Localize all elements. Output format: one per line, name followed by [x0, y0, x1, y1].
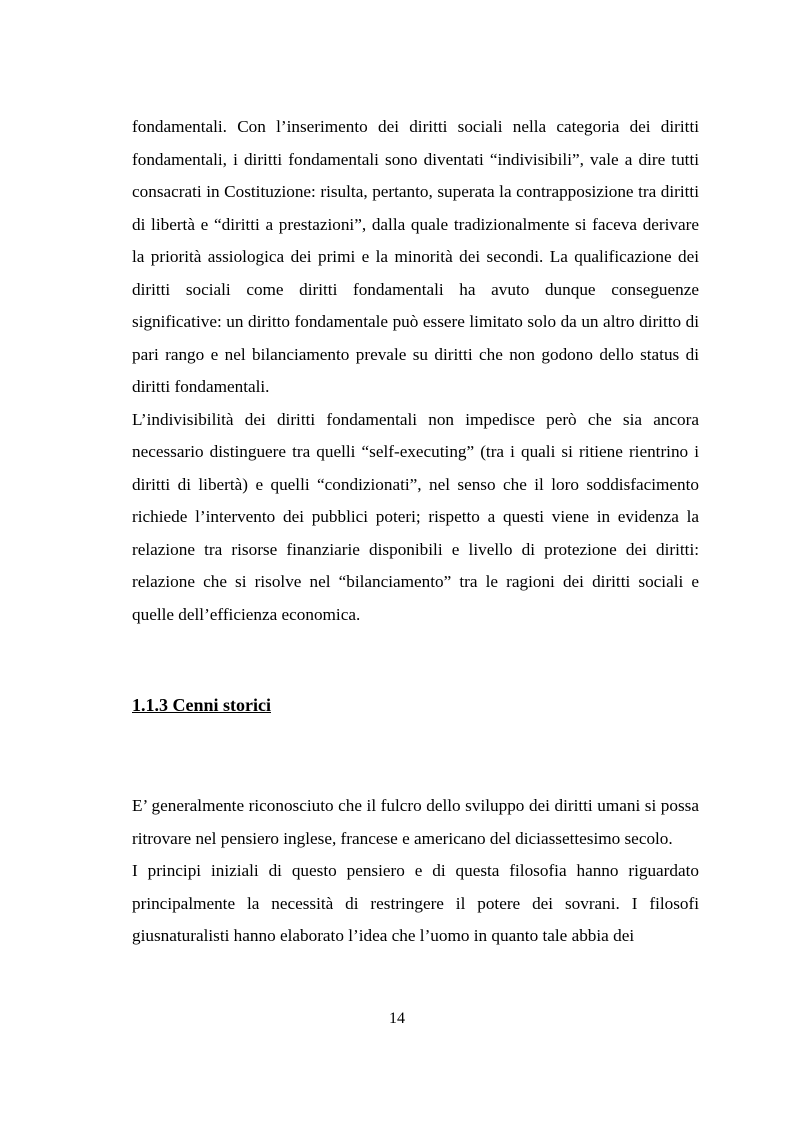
paragraph: I principi iniziali di questo pensiero e di questa filosofia hanno riguardato principalmente la necessità di restringere il potere dei sovrani. I filosofi giusnaturalisti hanno elaborato l’idea che l’uomo in quanto tale abbia dei: [132, 861, 699, 945]
page-number: 14: [389, 1010, 405, 1027]
paragraph: E’ generalmente riconosciuto che il fulcro dello sviluppo dei diritti umani si possa ritrovare nel pensiero inglese, francese e americano del diciassettesimo secolo.: [132, 796, 699, 848]
paragraph: fondamentali. Con l’inserimento dei diritti sociali nella categoria dei diritti fondamentali, i diritti fondamentali sono diventati “indivisibili”, vale a dire tutti consacrati in Costituzione: risulta, pertanto, superata la contrapposizione tra diritti di libertà e “diritti a prestazioni”, dalla quale tradizionalmente si faceva derivare la priorità assiologica dei primi e la minorità dei secondi. La qualificazione dei diritti sociali come diritti fondamentali ha avuto dunque conseguenze significative: un diritto fondamentale può essere limitato solo da un altro diritto di pari rango e nel bilanciamento prevale su diritti che non godono dello status di diritti fondamentali.: [132, 117, 699, 396]
section-heading: 1.1.3 Cenni storici: [132, 695, 271, 715]
body-text-bottom: [132, 790, 699, 953]
paragraph: L’indivisibilità dei diritti fondamentali non impedisce però che sia ancora necessario distinguere tra quelli “self-executing” (tra i quali si ritiene rientrino i diritti di libertà) e quelli “condizionati”, nel senso che il loro soddisfacimento richiede l’intervento dei pubblici poteri; rispetto a questi viene in evidenza la relazione tra risorse finanziarie disponibili e livello di protezione dei diritti: relazione che si risolve nel “bilanciamento” tra le ragioni dei diritti sociali e quelle dell’efficienza economica.: [132, 409, 699, 624]
body-text-top: [132, 111, 699, 631]
